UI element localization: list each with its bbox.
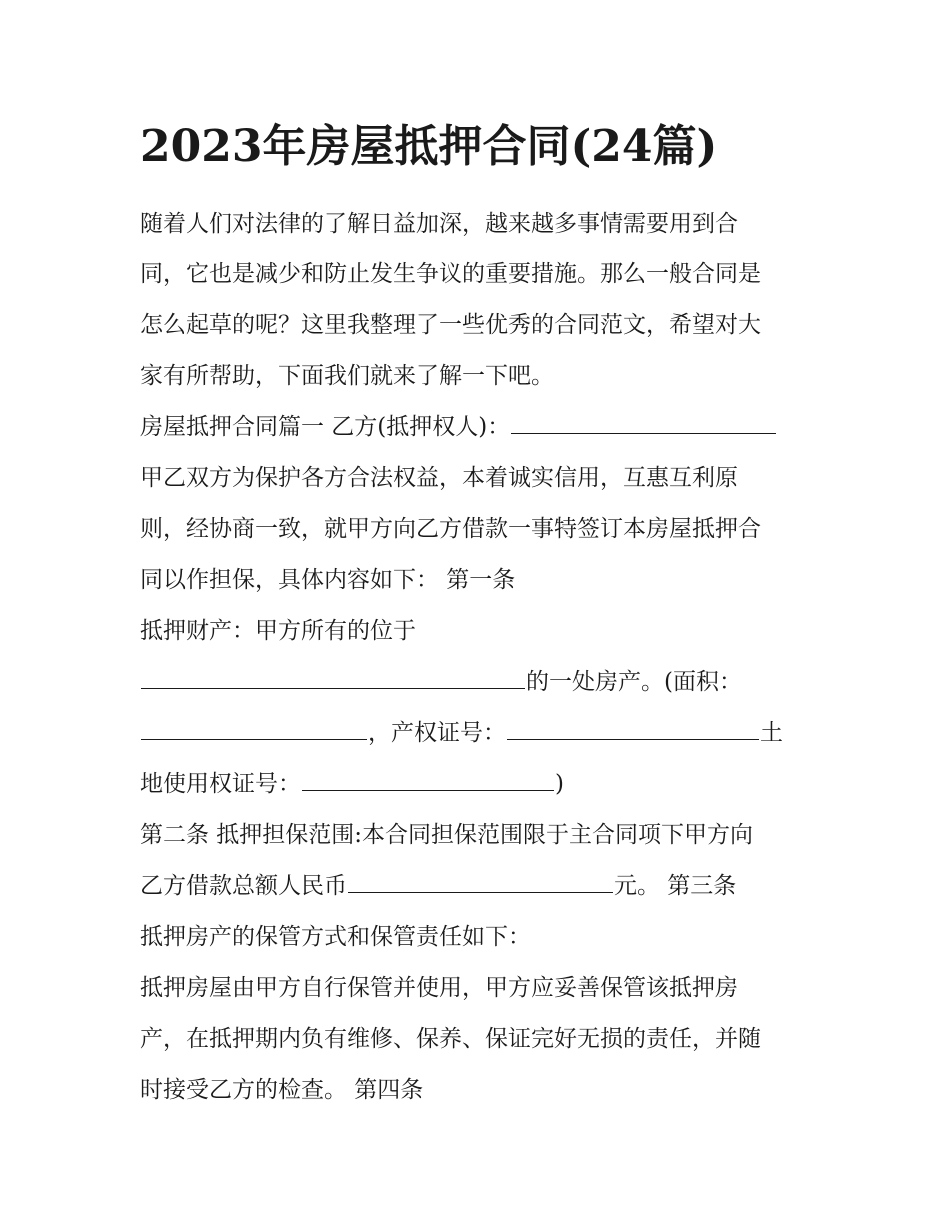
text-run: 怎么起草的呢？这里我整理了一些优秀的合同范文，希望对大	[140, 312, 761, 338]
text-run: 元。 第三条	[614, 873, 737, 899]
text-run: 乙方借款总额人民币	[140, 873, 347, 899]
paragraph-line	[140, 871, 736, 901]
paragraph-line	[140, 973, 738, 1003]
paragraph-line	[140, 565, 515, 595]
paragraph-line	[140, 209, 738, 239]
blank-line-property-cert	[507, 719, 759, 740]
paragraph-line	[140, 922, 531, 952]
text-run: ，产权证号：	[368, 720, 506, 746]
text-run: 时接受乙方的检查。 第四条	[140, 1077, 424, 1103]
paragraph-line	[140, 412, 777, 442]
paragraph-line	[140, 1024, 761, 1054]
paragraph-line	[140, 616, 416, 646]
document-title: 2023年房屋抵押合同(24篇)	[140, 121, 718, 172]
text-run: 地使用权证号：	[140, 771, 301, 797]
blank-line-mortgagee	[511, 413, 776, 434]
blank-line-area	[141, 719, 367, 740]
paragraph-line	[140, 1075, 423, 1105]
blank-line-property-location	[141, 668, 525, 689]
text-run: 的一处房产。(面积：	[526, 669, 742, 695]
text-run: 则，经协商一致，就甲方向乙方借款一事特签订本房屋抵押合	[140, 516, 761, 542]
paragraph-line	[140, 310, 761, 340]
paragraph-line	[140, 667, 742, 697]
paragraph-line	[140, 769, 564, 799]
text-run: 同以作担保，具体内容如下： 第一条	[140, 567, 516, 593]
paragraph-line	[140, 259, 761, 289]
text-run: 产，在抵押期内负有维修、保养、保证完好无损的责任，并随	[140, 1026, 761, 1052]
paragraph-line	[140, 361, 554, 391]
text-run: 家有所帮助，下面我们就来了解一下吧。	[140, 363, 554, 389]
blank-line-loan-amount	[348, 872, 613, 893]
paragraph-line	[140, 718, 783, 748]
paragraph-line	[140, 463, 738, 493]
text-run: 抵押房屋由甲方自行保管并使用，甲方应妥善保管该抵押房	[140, 975, 738, 1001]
text-run: 随着人们对法律的了解日益加深，越来越多事情需要用到合	[140, 211, 738, 237]
text-run: 房屋抵押合同篇一 乙方(抵押权人)：	[140, 414, 511, 440]
text-run: 第二条 抵押担保范围:本合同担保范围限于主合同项下甲方向	[140, 822, 754, 848]
text-run: 同，它也是减少和防止发生争议的重要措施。那么一般合同是	[140, 261, 761, 287]
paragraph-line	[140, 820, 753, 850]
text-run: 土	[760, 720, 783, 746]
text-run: 甲乙双方为保护各方合法权益，本着诚实信用，互惠互利原	[140, 465, 738, 491]
blank-line-land-cert	[302, 770, 554, 791]
text-run: )	[555, 771, 564, 797]
paragraph-line	[140, 514, 761, 544]
text-run: 抵押财产：甲方所有的位于	[140, 618, 416, 644]
text-run: 抵押房产的保管方式和保管责任如下：	[140, 924, 531, 950]
